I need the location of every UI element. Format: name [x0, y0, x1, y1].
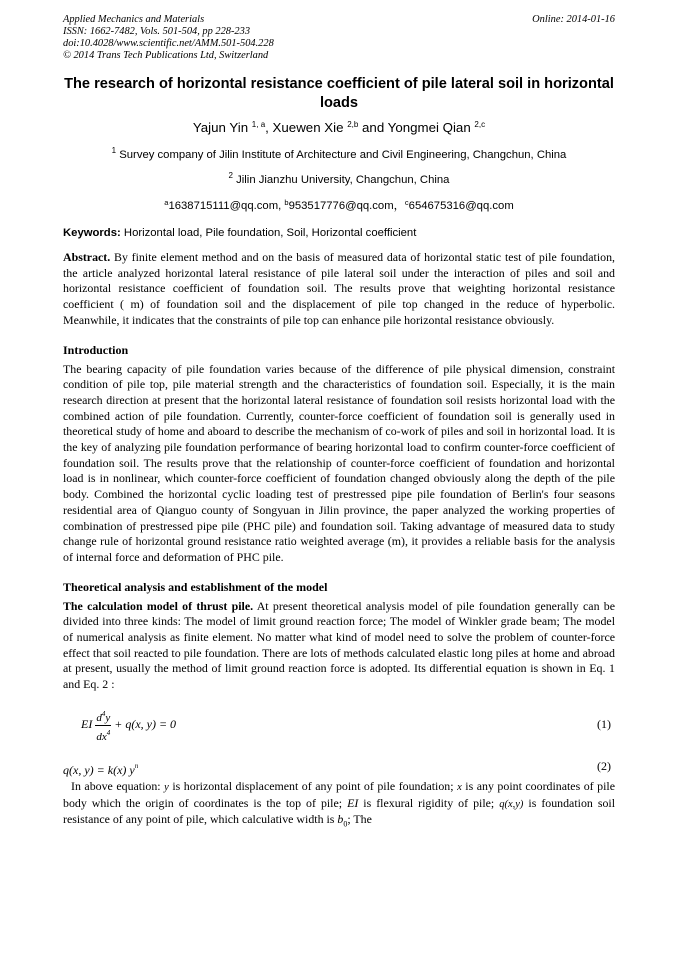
author-1: Yajun Yin — [192, 120, 249, 135]
keywords — [63, 226, 615, 241]
var-ei: EI — [347, 795, 359, 810]
author-1-affil: 1, a — [251, 120, 266, 129]
text-run: is horizontal displacement of any point of pile foundation; — [168, 778, 458, 793]
abstract — [63, 250, 615, 329]
abstract-text: By finite element method and on the basis of measured data of horizontal static test of pile foundation, the article analyzed horizontal lateral resistance of pile lateral soil under the interaction of piles and soil and horizontal resistance coefficient of foundation soil. The results prove that weighting horizontal resistance coefficient ( m) of foundation soil and the displacement of pile top changed in the reduce of hyperbolic. Meanwhile, it indicates that the constraints of pile top can enhance pile horizontal resistance obviously. — [63, 250, 615, 327]
eq2-expression: q(x, y) = k(x) y — [63, 762, 135, 777]
author-3-affil: 2,c — [474, 120, 486, 129]
journal-header — [63, 14, 615, 62]
eq1-den-power: 4 — [106, 728, 111, 737]
var-y: y — [164, 781, 169, 793]
email-a: 1638715111@qq.com, — [168, 200, 285, 212]
author-list — [63, 116, 615, 137]
introduction-heading: Introduction — [63, 342, 129, 357]
eq1-num-d: d — [96, 711, 102, 724]
affiliation-text: Jilin Jianzhu University, Changchun, China — [236, 174, 450, 186]
abstract-label: Abstract. — [63, 250, 111, 264]
journal-name: Applied Mechanics and Materials — [63, 14, 205, 25]
email-marker: c — [404, 198, 409, 207]
affiliation-1 — [63, 143, 615, 163]
email-marker: a — [164, 198, 169, 207]
eq1-rest: + q(x, y) = 0 — [111, 716, 177, 731]
email-b: 953517776@qq.com， — [288, 200, 405, 212]
introduction-paragraph: The bearing capacity of pile foundation varies because of the difference of pile physical dimension, constraint condition of pile top, pile material strength and the characteristics of foundation soil. Especially, it is the main research direction at present that the horizontal lateral resistance of foundation soil resists horizontal load with the combined action of pile foundation. Currently, counter-force coefficient of foundation soil is generally used in theoretical study of home and aboard to describe the mechanism of co-work of piles and soil in horizontal load. It is the key of analyzing pile foundation performance of bearing horizontal load to confirm counter-force coefficient of foundation soil. The results prove that the relationship of counter-force coefficient of foundation and horizontal load is in nonlinear, which counter-force coefficient of foundation changed obviously along the depth of the pile body. Combined the horizontal cyclic loading test of prestressed pipe pile foundation of Berlin's four seasons residential area of Qianguo county of Songyuan in Jilin province, the paper analyzed the working properties of combination of prestressed pipe pile (PHC pile) and foundation soil. Taking advantage of measured data to study change rule of horizontal ground resistance ratio weighted average (m), it provides a reliable basis for the analysis of internal force and deformation of PHC pile. — [63, 361, 615, 564]
eq1-den-dx: dx — [96, 730, 107, 743]
copyright-line: © 2014 Trans Tech Publications Ltd, Switzerland — [63, 50, 269, 61]
text-run: ; The — [347, 812, 372, 827]
theory-text: At present theoretical analysis model of pile foundation generally can be divided into three kinds: The model of limit ground reaction force; The model of Winkler grade beam; The model of numerical analysis as finite element. No matter what kind of model need to solve the problem of counter-force effect that soil reacted to pile foundation. There are lots of methods calculated elastic long piles at home and abroad at present, usually the method of limit ground reaction force is adopted. Its differential equation is shown in Eq. 1 and Eq. 2 : — [63, 598, 615, 692]
text-run: is flexural rigidity of pile; — [358, 795, 500, 810]
eq1-ei: EI — [81, 716, 93, 731]
paper-page — [63, 14, 615, 832]
eq1-num-power: 4 — [101, 709, 106, 718]
theory-heading: Theoretical analysis and establishment of the model — [63, 579, 328, 594]
eq1-fraction — [95, 707, 111, 744]
paper-title: The research of horizontal resistance coefficient of pile lateral soil in horizontal loads — [64, 76, 614, 111]
eq1-num-var: y — [105, 711, 111, 724]
issn-line: ISSN: 1662-7482, Vols. 501-504, pp 228-233 — [63, 26, 251, 37]
theory-paragraph — [63, 599, 615, 693]
text-run: In above equation: — [71, 778, 165, 793]
email-c: 654675316@qq.com — [408, 200, 514, 212]
author-separator: , — [265, 120, 273, 135]
author-2-affil: 2,b — [347, 120, 359, 129]
var-b-subscript: 0 — [343, 819, 348, 829]
email-marker: b — [284, 198, 289, 207]
equation-2 — [63, 757, 615, 775]
author-2: Xuewen Xie — [272, 120, 344, 135]
affiliation-marker: 2 — [228, 171, 233, 180]
var-b: b — [337, 812, 344, 827]
subsection-label: The calculation model of thrust pile. — [63, 598, 254, 613]
text-run: is foundation soil resistance of any point of pile, which calculative width is — [63, 795, 616, 827]
eq1-number: (1) — [597, 716, 611, 731]
eq2-number: (2) — [597, 758, 611, 773]
equation-1 — [63, 705, 615, 743]
doi-line: doi:10.4028/www.scientific.net/AMM.501-504.228 — [63, 38, 274, 49]
keywords-text: Horizontal load, Pile foundation, Soil, Horizontal coefficient — [120, 227, 417, 239]
author-emails — [63, 195, 615, 214]
text-run: is any point coordinates of pile body which the origin of coordinates is the top of pile; — [63, 778, 616, 810]
keywords-label: Keywords: — [63, 227, 121, 239]
affiliation-text: Survey company of Jilin Institute of Architecture and Civil Engineering, Changchun, China — [119, 149, 567, 161]
eq2-exponent: n — [134, 761, 139, 770]
affiliation-2 — [63, 168, 615, 188]
var-qxy: q(x,y) — [499, 798, 524, 810]
author-3: Yongmei Qian — [387, 120, 471, 135]
author-separator: and — [358, 120, 388, 135]
online-date: Online: 2014-01-16 — [532, 14, 615, 25]
affiliation-marker: 1 — [111, 146, 117, 155]
equation-explanation — [63, 779, 615, 832]
var-x: x — [457, 781, 462, 793]
